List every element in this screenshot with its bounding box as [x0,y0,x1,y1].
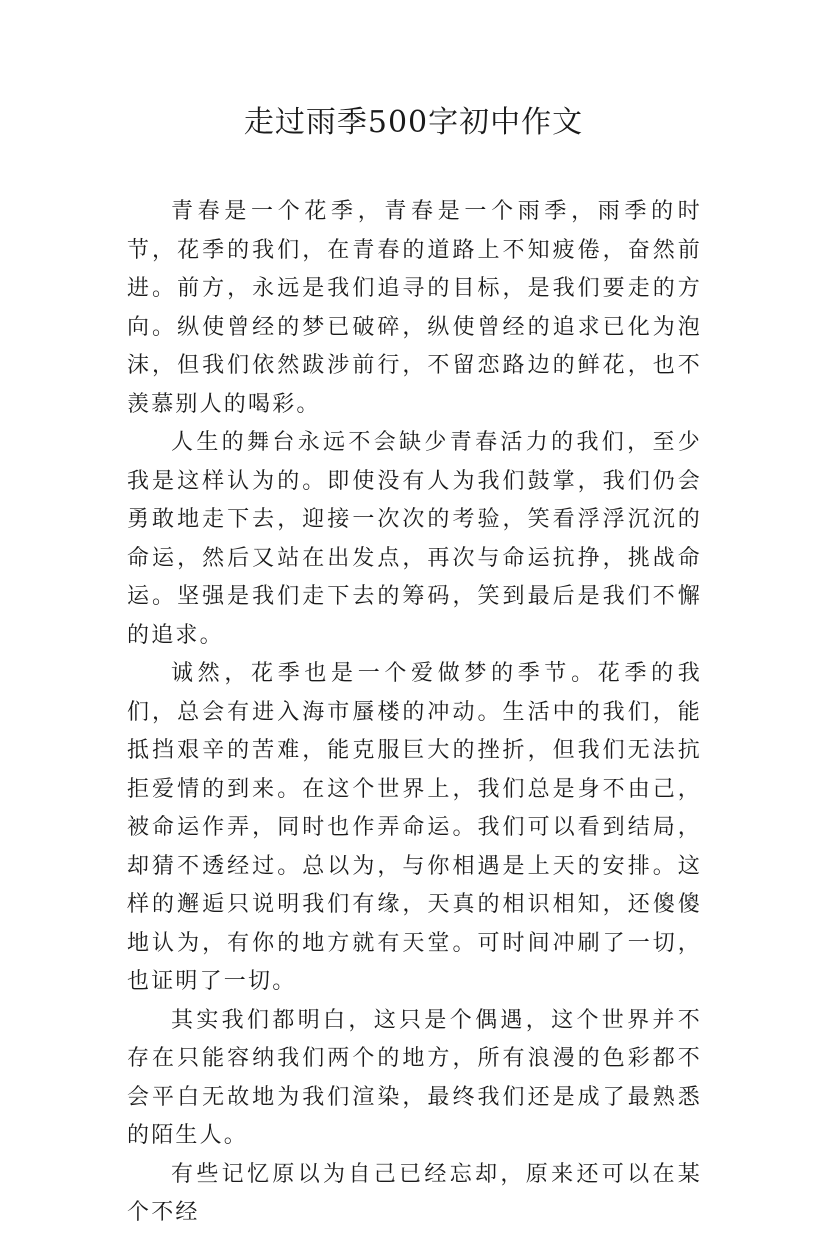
paragraph: 人生的舞台永远不会缺少青春活力的我们，至少我是这样认为的。即使没有人为我们鼓掌，我们仍会勇敢地走下去，迎接一次次的考验，笑看浮浮沉沉的命运，然后又站在出发点，再次与命运抗挣，挑战命运。坚强是我们走下去的筹码，笑到最后是我们不懈的追求。 [127,430,702,648]
document-body [127,193,702,1233]
paragraph: 其实我们都明白，这只是个偶遇，这个世界并不存在只能容纳我们两个的地方，所有浪漫的色彩都不会平白无故地为我们渲染，最终我们还是成了最熟悉的陌生人。 [127,1007,702,1148]
document-title: 走过雨季500字初中作文 [243,105,584,140]
paragraph: 诚然，花季也是一个爱做梦的季节。花季的我们，总会有进入海市蜃楼的冲动。生活中的我们，能抵挡艰辛的苦难，能克服巨大的挫折，但我们无法抗拒爱情的到来。在这个世界上，我们总是身不由己，被命运作弄，同时也作弄命运。我们可以看到结局，却猜不透经过。总以为，与你相遇是上天的安排。这样的邂逅只说明我们有缘，天真的相识相知，还傻傻地认为，有你的地方就有天堂。可时间冲刷了一切，也证明了一切。 [127,661,702,994]
paragraph: 有些记忆原以为自己已经忘却，原来还可以在某个不经 [127,1161,702,1225]
paragraph: 青春是一个花季，青春是一个雨季，雨季的时节，花季的我们，在青春的道路上不知疲倦，奋然前进。前方，永远是我们追寻的目标，是我们要走的方向。纵使曾经的梦已破碎，纵使曾经的追求已化为泡沫，但我们依然跋涉前行，不留恋路边的鲜花，也不羡慕别人的喝彩。 [127,199,702,417]
